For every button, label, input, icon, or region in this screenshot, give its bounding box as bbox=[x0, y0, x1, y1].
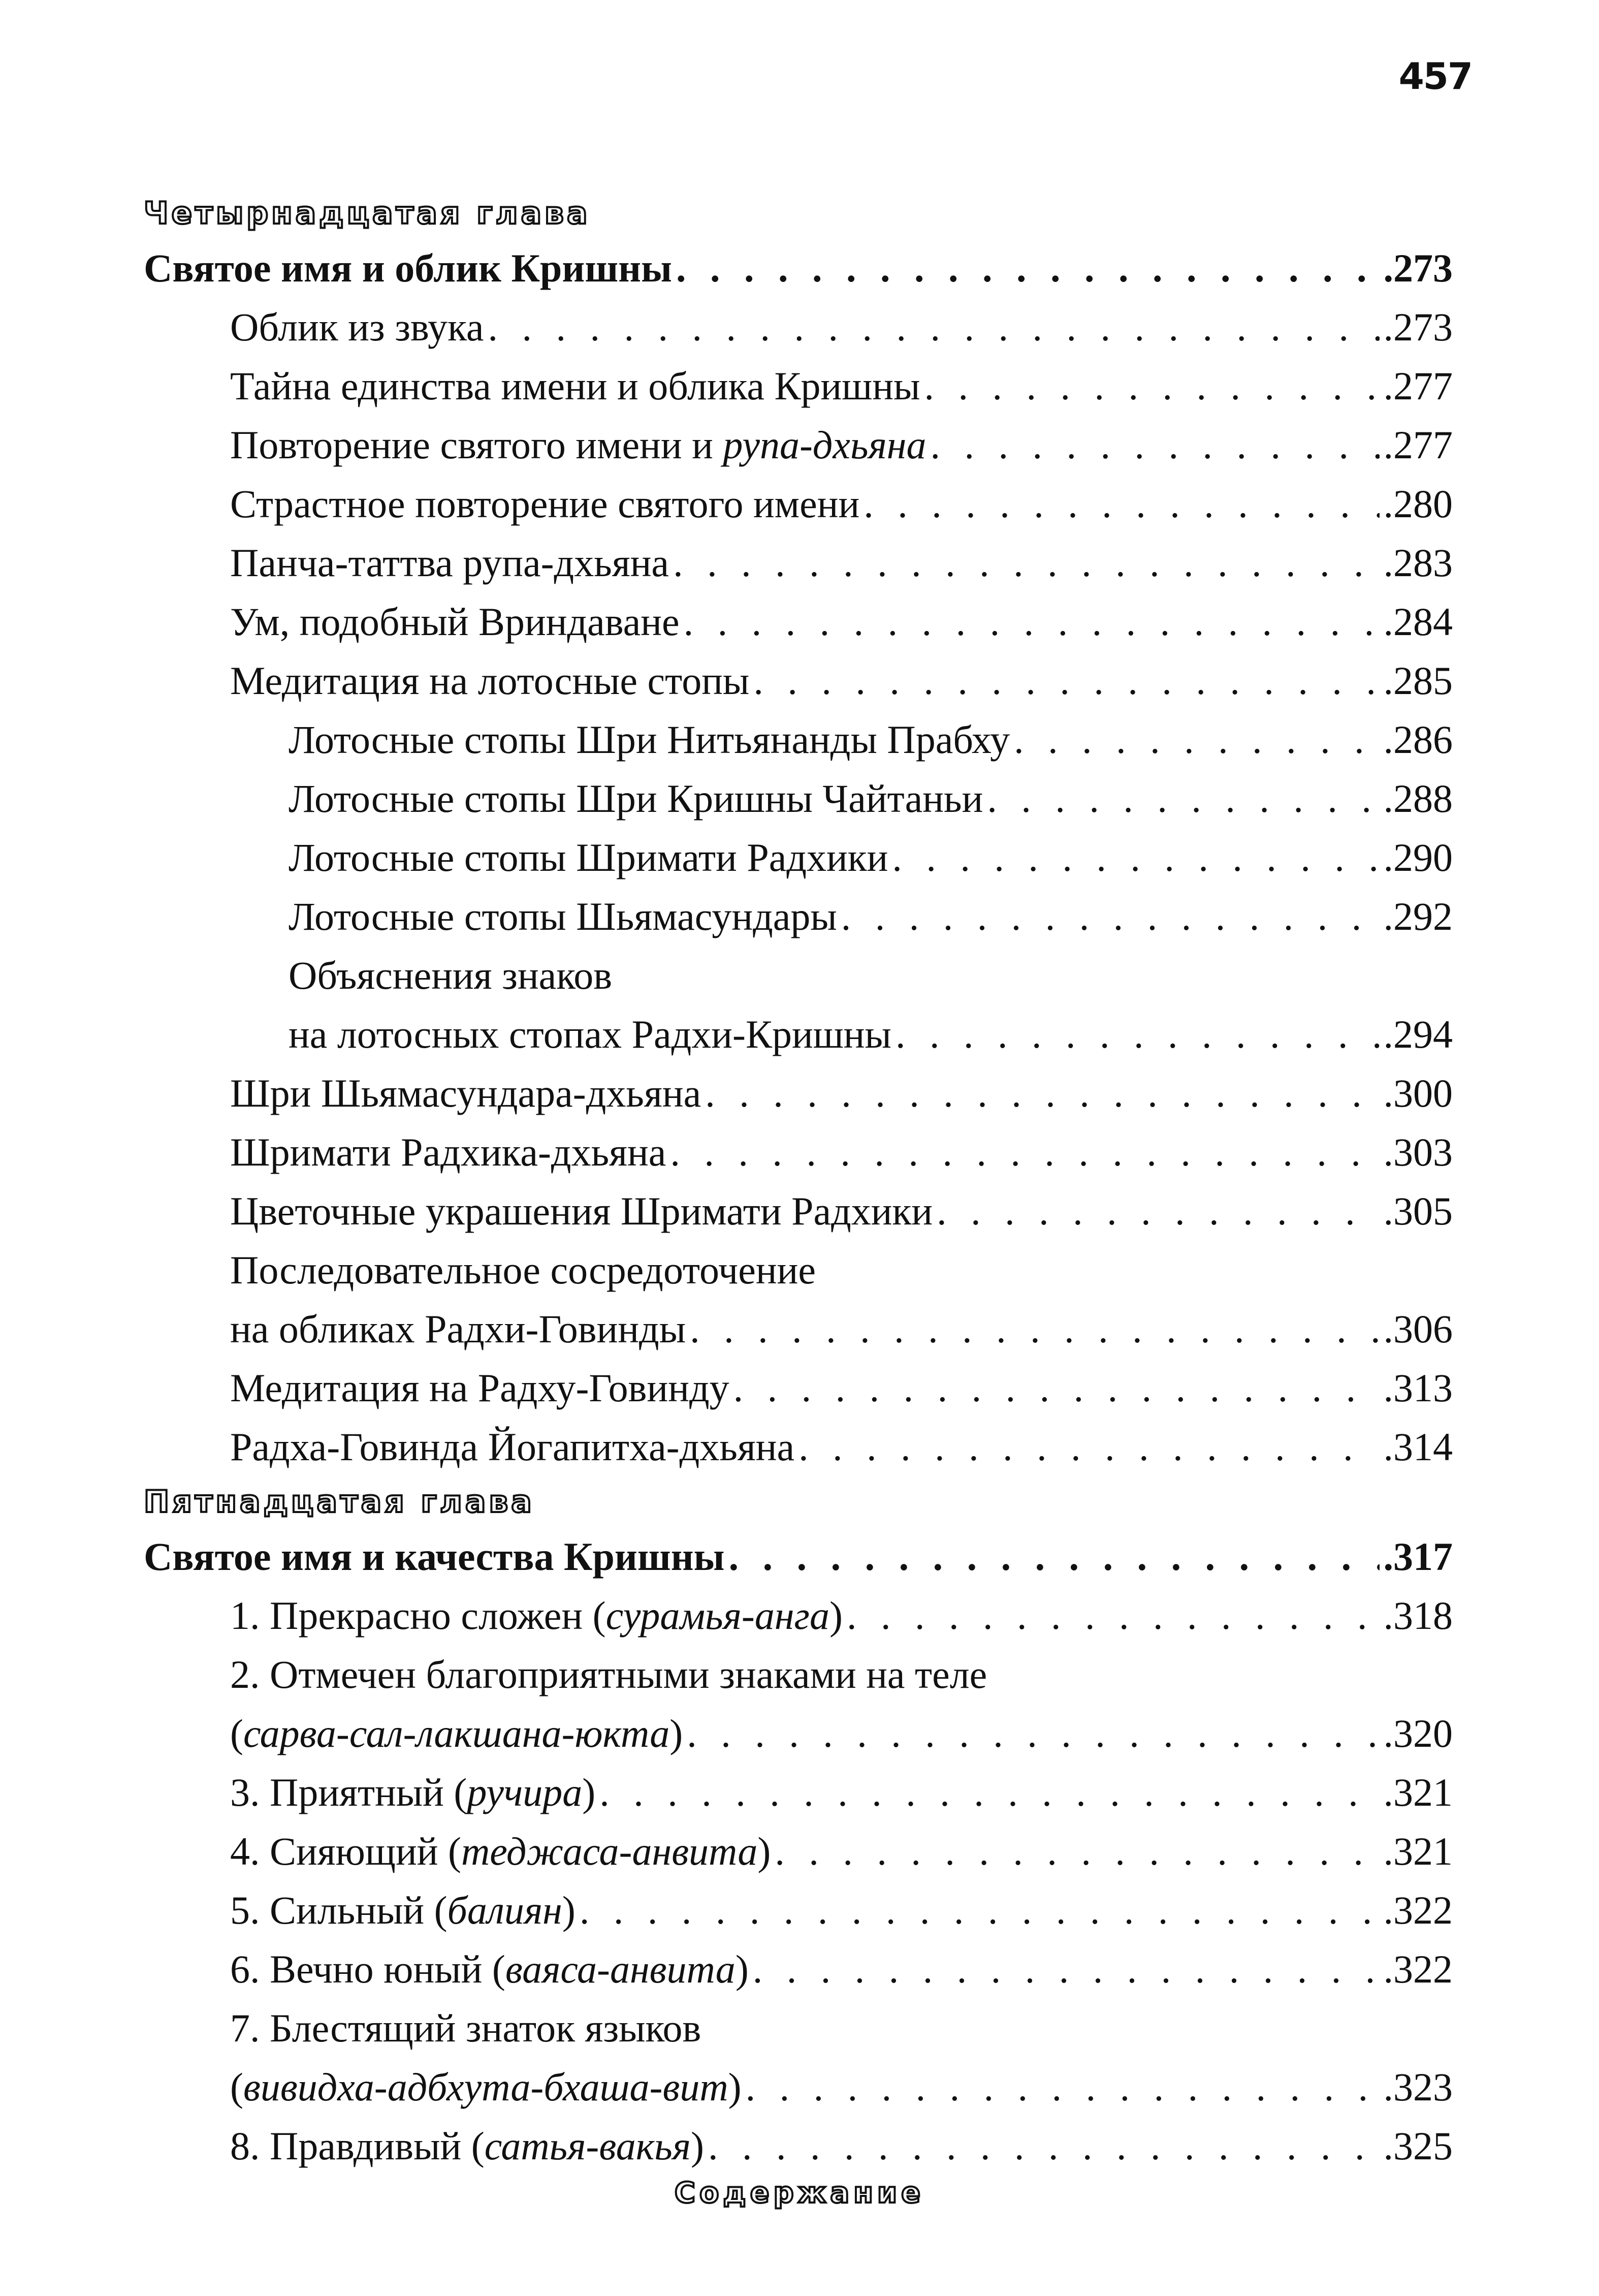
entry-title: Лотосные стопы Шримати Радхики bbox=[289, 835, 888, 879]
toc-entry-wrapped-line bbox=[144, 1645, 1453, 1704]
toc-page-number: .294 bbox=[1383, 1012, 1453, 1056]
toc-page-number: .317 bbox=[1383, 1534, 1453, 1579]
dot-leader bbox=[708, 2117, 1380, 2176]
dot-leader bbox=[841, 887, 1380, 946]
toc-page-number: .322 bbox=[1383, 1947, 1453, 1991]
entry-title-italic: сурамья-анга bbox=[605, 1593, 829, 1638]
chapter-label: Четырнадцатая глава bbox=[144, 196, 591, 231]
toc-entry[interactable] bbox=[144, 1418, 1453, 1476]
entry-title: Цветочные украшения Шримати Радхики bbox=[230, 1189, 933, 1233]
entry-title-italic: сатья-вакья bbox=[484, 2124, 691, 2168]
chapter-title: Святое имя и качества Кришны bbox=[144, 1534, 725, 1579]
entry-title: Панча-таттва рупа-дхьяна bbox=[230, 541, 669, 585]
toc-entry[interactable] bbox=[144, 651, 1453, 710]
toc-entry[interactable] bbox=[144, 416, 1453, 475]
toc-entry[interactable] bbox=[144, 1359, 1453, 1418]
entry-title: Медитация на Радху-Говинду bbox=[230, 1366, 729, 1410]
entry-title: 5. Сильный (балиян) bbox=[230, 1888, 575, 1932]
entry-title: 2. Отмечен благоприятными знаками на теле bbox=[230, 1652, 987, 1696]
toc-page-number: .322 bbox=[1383, 1888, 1453, 1932]
entry-title: Лотосные стопы Шьямасундары bbox=[289, 894, 837, 938]
dot-leader bbox=[896, 1005, 1380, 1064]
entry-title: 8. Правдивый (сатья-вакья) bbox=[230, 2124, 704, 2168]
toc-entry[interactable] bbox=[144, 1822, 1453, 1881]
entry-title: 6. Вечно юный (ваяса-анвита) bbox=[230, 1947, 749, 1991]
toc-entry[interactable] bbox=[144, 1064, 1453, 1123]
dot-leader bbox=[705, 1064, 1379, 1123]
entry-title: Радха-Говинда Йогапитха-дхьяна bbox=[230, 1425, 795, 1469]
toc-entry[interactable] bbox=[144, 710, 1453, 769]
toc-page-number: .323 bbox=[1383, 2065, 1453, 2109]
entry-title: 1. Прекрасно сложен (сурамья-анга) bbox=[230, 1593, 843, 1638]
dot-leader bbox=[676, 239, 1379, 298]
entry-title: 7. Блестящий знаток языков bbox=[230, 2006, 701, 2050]
toc-page-number: .305 bbox=[1383, 1189, 1453, 1233]
toc-entry-wrapped-line bbox=[144, 1241, 1453, 1300]
entry-title-italic: балиян bbox=[447, 1888, 562, 1932]
dot-leader bbox=[580, 1881, 1380, 1940]
dot-leader bbox=[924, 357, 1380, 416]
entry-title: Облик из звука bbox=[230, 305, 484, 349]
dot-leader bbox=[733, 1359, 1380, 1418]
page-number: 457 bbox=[1398, 55, 1472, 98]
toc-page-number: .318 bbox=[1383, 1593, 1453, 1638]
toc-entry[interactable] bbox=[144, 1182, 1453, 1241]
dot-leader bbox=[892, 828, 1379, 887]
entry-title: Медитация на лотосные стопы bbox=[230, 658, 750, 703]
toc-page-number: .285 bbox=[1383, 658, 1453, 703]
entry-title: 3. Приятный (ручира) bbox=[230, 1770, 596, 1814]
toc-page-number: .325 bbox=[1383, 2124, 1453, 2168]
entry-title: (вивидха-адбхута-бхаша-вит) bbox=[230, 2065, 742, 2109]
toc-entry[interactable] bbox=[144, 475, 1453, 533]
running-footer: Содержание bbox=[674, 2177, 925, 2210]
toc-entry[interactable] bbox=[144, 298, 1453, 357]
dot-leader bbox=[690, 1300, 1379, 1359]
toc-page-number: .321 bbox=[1383, 1770, 1453, 1814]
toc-page-number: .283 bbox=[1383, 541, 1453, 585]
dot-leader bbox=[798, 1418, 1379, 1476]
dot-leader bbox=[753, 1940, 1380, 1999]
toc-entry[interactable] bbox=[144, 1763, 1453, 1822]
entry-title-italic: ручира bbox=[467, 1770, 583, 1814]
toc-entry[interactable] bbox=[144, 1005, 1453, 1064]
toc-page-number: .286 bbox=[1383, 717, 1453, 762]
chapter-label: Пятнадцатая глава bbox=[144, 1484, 535, 1520]
toc-page-number: .277 bbox=[1383, 364, 1453, 408]
toc-page-number: .273 bbox=[1383, 305, 1453, 349]
toc-entry[interactable] bbox=[144, 533, 1453, 592]
toc-page-number: .292 bbox=[1383, 894, 1453, 938]
toc-chapter-row[interactable] bbox=[144, 239, 1453, 298]
dot-leader bbox=[488, 298, 1380, 357]
toc-entry[interactable] bbox=[144, 1881, 1453, 1940]
entry-title: Последовательное сосредоточение bbox=[230, 1248, 816, 1292]
entry-title: Ум, подобный Вриндаване bbox=[230, 600, 680, 644]
dot-leader bbox=[930, 416, 1379, 475]
toc-page-number: .303 bbox=[1383, 1130, 1453, 1174]
toc-entry[interactable] bbox=[144, 357, 1453, 416]
toc-entry[interactable] bbox=[144, 1704, 1453, 1763]
chapter-title: Святое имя и облик Кришны bbox=[144, 246, 673, 290]
toc-page-number: .284 bbox=[1383, 600, 1453, 644]
entry-title: Лотосные стопы Шри Кришны Чайтаньи bbox=[289, 776, 983, 821]
toc-page-number: .290 bbox=[1383, 835, 1453, 879]
dot-leader bbox=[599, 1763, 1379, 1822]
dot-leader bbox=[687, 1704, 1379, 1763]
toc-entry[interactable] bbox=[144, 1123, 1453, 1182]
entry-title-italic: ваяса-анвита bbox=[505, 1947, 735, 1991]
dot-leader bbox=[673, 533, 1379, 592]
toc-entry[interactable] bbox=[144, 1300, 1453, 1359]
toc-entry[interactable] bbox=[144, 1586, 1453, 1645]
entry-title-italic: сарва-сал-лакшана-юкта bbox=[243, 1711, 670, 1755]
toc-entry[interactable] bbox=[144, 592, 1453, 651]
toc-entry[interactable] bbox=[144, 769, 1453, 828]
dot-leader bbox=[775, 1822, 1379, 1881]
dot-leader bbox=[753, 651, 1379, 710]
dot-leader bbox=[987, 769, 1379, 828]
toc-entry-wrapped-line bbox=[144, 946, 1453, 1005]
toc-page-number: .288 bbox=[1383, 776, 1453, 821]
dot-leader bbox=[864, 475, 1379, 533]
entry-title-italic: рупа-дхьяна bbox=[723, 423, 926, 467]
table-of-contents bbox=[144, 188, 1453, 2176]
toc-entry[interactable] bbox=[144, 1940, 1453, 1999]
entry-title: Страстное повторение святого имени bbox=[230, 482, 860, 526]
toc-page-number: .314 bbox=[1383, 1425, 1453, 1469]
dot-leader bbox=[937, 1182, 1379, 1241]
entry-title-italic: теджаса-анвита bbox=[461, 1829, 758, 1873]
entry-title: на обликах Радхи-Говинды bbox=[230, 1307, 686, 1351]
dot-leader bbox=[746, 2058, 1380, 2117]
toc-entry[interactable] bbox=[144, 828, 1453, 887]
toc-chapter-row[interactable] bbox=[144, 1527, 1453, 1586]
dot-leader bbox=[729, 1527, 1380, 1586]
entry-title: Повторение святого имени и рупа-дхьяна bbox=[230, 423, 926, 467]
entry-title: Тайна единства имени и облика Кришны bbox=[230, 364, 920, 408]
entry-title: Объяснения знаков bbox=[289, 953, 613, 997]
toc-page-number: .306 bbox=[1383, 1307, 1453, 1351]
toc-entry[interactable] bbox=[144, 2117, 1453, 2176]
toc-page-number: .313 bbox=[1383, 1366, 1453, 1410]
toc-entry-wrapped-line bbox=[144, 1999, 1453, 2058]
entry-title-italic: вивидха-адбхута-бхаша-вит bbox=[243, 2065, 728, 2109]
toc-page-number: .321 bbox=[1383, 1829, 1453, 1873]
entry-title: Шримати Радхика-дхьяна bbox=[230, 1130, 666, 1174]
toc-entry[interactable] bbox=[144, 887, 1453, 946]
entry-title: на лотосных стопах Радхи-Кришны bbox=[289, 1012, 891, 1056]
entry-title: (сарва-сал-лакшана-юкта) bbox=[230, 1711, 683, 1755]
entry-title: Шри Шьямасундара-дхьяна bbox=[230, 1071, 701, 1115]
toc-page-number: .300 bbox=[1383, 1071, 1453, 1115]
entry-title: Лотосные стопы Шри Нитьянанды Прабху bbox=[289, 717, 1010, 762]
dot-leader bbox=[847, 1586, 1380, 1645]
toc-page-number: .320 bbox=[1383, 1711, 1453, 1755]
toc-page-number: .277 bbox=[1383, 423, 1453, 467]
dot-leader bbox=[670, 1123, 1379, 1182]
toc-page-number: .273 bbox=[1383, 246, 1453, 290]
dot-leader bbox=[684, 592, 1380, 651]
dot-leader bbox=[1014, 710, 1379, 769]
entry-title: 4. Сияющий (теджаса-анвита) bbox=[230, 1829, 771, 1873]
toc-entry[interactable] bbox=[144, 2058, 1453, 2117]
toc-page-number: .280 bbox=[1383, 482, 1453, 526]
